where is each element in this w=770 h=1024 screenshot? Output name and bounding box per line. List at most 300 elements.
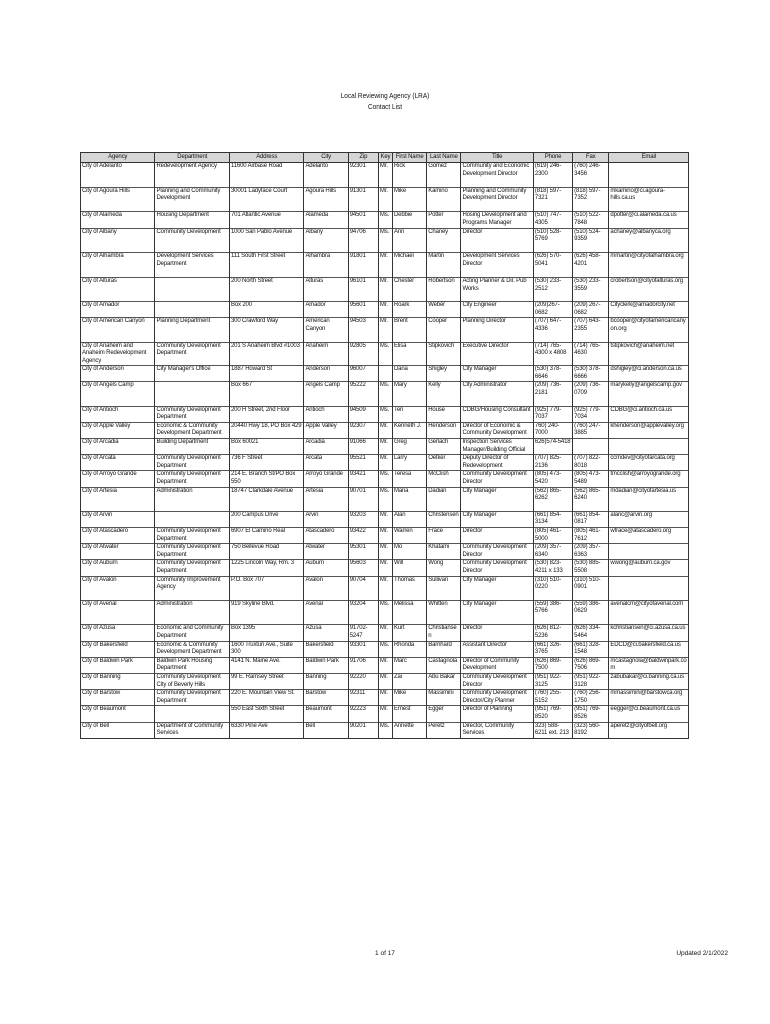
cell-last: Egger [427,706,461,722]
cell-agency: City of Arcadia [81,439,155,455]
cell-title: Community Development Director [461,673,533,689]
spacer-cell [348,269,378,278]
spacer-cell [229,203,303,212]
cell-address: Box 1395 [229,625,303,641]
spacer-cell [229,334,303,343]
cell-agency: City of Avenal [81,600,155,616]
cell-last: Potter [427,212,461,228]
spacer-cell [609,179,689,188]
spacer-row [81,203,689,212]
cell-city: Atwater [304,544,348,560]
cell-address: 18747 Clarkdale Avenue [229,487,303,503]
cell-department: Community Development [155,228,229,244]
cell-zip: 96101 [348,277,378,293]
cell-zip: 91702-5247 [348,625,378,641]
cell-phone: (510) 747-4305 [533,212,572,228]
spacer-cell [155,503,229,512]
col-header-city: City [304,153,348,163]
cell-title: Planning Director [461,318,533,334]
spacer-cell [609,203,689,212]
spacer-cell [304,203,348,212]
cell-first: Maria [393,487,427,503]
cell-title: Community Development Director/City Planner [461,690,533,706]
cell-department: Community Development Department [155,544,229,560]
cell-last: Shigley [427,366,461,382]
col-header-first-name: First Name [393,153,427,163]
cell-agency: City of Albany [81,228,155,244]
cell-fax: (530) 378-6666 [573,366,609,382]
spacer-cell [461,269,533,278]
cell-email: tmcclish@arroyogrande.org [609,471,689,487]
spacer-cell [609,503,689,512]
cell-agency: City of Banning [81,673,155,689]
cell-email: tstipkovich@anaheim.net [609,342,689,366]
cell-last: Dadian [427,487,461,503]
cell-department: Community Development Department [155,690,229,706]
cell-fax: (951) 769-8526 [573,706,609,722]
cell-phone: (619) 246-2300 [533,163,572,179]
spacer-cell [427,398,461,407]
cell-zip: 91706 [348,657,378,673]
cell-address: 6330 Pine Ave [229,722,303,738]
spacer-cell [378,179,392,188]
cell-agency: City of Arcata [81,455,155,471]
spacer-cell [573,592,609,601]
cell-agency: City of Baldwin Park [81,657,155,673]
spacer-cell [304,616,348,625]
cell-first: Rick [393,163,427,179]
spacer-cell [461,503,533,512]
spacer-cell [533,203,572,212]
cell-email: EDCD@ci.bakersfield.ca.us [609,641,689,657]
cell-key [378,366,392,382]
table-row [81,706,689,722]
cell-phone: (707) 825-2136 [533,455,572,471]
cell-key: Ms. [378,722,392,738]
cell-first: Debbie [393,212,427,228]
cell-city: Agoura Hills [304,187,348,203]
spacer-cell [427,592,461,601]
cell-title: Director of Economic & Community Development [461,422,533,438]
cell-phone: (714) 765-4300 x 4808 [533,342,572,366]
cell-zip: 93422 [348,527,378,543]
spacer-cell [393,503,427,512]
spacer-cell [378,203,392,212]
table-row [81,487,689,503]
cell-title: Acting Planner & Dir. Pub Works [461,277,533,293]
cell-department: Economic and Community Department [155,625,229,641]
spacer-cell [81,334,155,343]
spacer-cell [155,179,229,188]
cell-department [155,302,229,318]
cell-agency: City of Anderson [81,366,155,382]
cell-department: Development Services Department [155,253,229,269]
cell-key: Mr. [378,163,392,179]
cell-last: Gerlach [427,439,461,455]
spacer-cell [229,592,303,601]
cell-email: dshigley@ci.anderson.ca.us [609,366,689,382]
cell-city: Amador [304,302,348,318]
cell-department [155,382,229,398]
cell-first: Michael [393,253,427,269]
cell-agency: City of Alhambra [81,253,155,269]
cell-last: Barnhard [427,641,461,657]
cell-first: Chester [393,277,427,293]
cell-key: Mr. [378,673,392,689]
col-header-agency: Agency [81,153,155,163]
contact-table-wrapper [80,152,689,739]
col-header-zip: Zip [348,153,378,163]
cell-zip: 95301 [348,544,378,560]
cell-first: Rhonda [393,641,427,657]
cell-fax: (626) 458-4201 [573,253,609,269]
cell-agency: City of Antioch [81,406,155,422]
spacer-cell [533,179,572,188]
cell-fax: (760) 247-3885 [573,422,609,438]
cell-address: 1225 Lincoln Way, Rm. 3 [229,560,303,576]
spacer-cell [573,269,609,278]
cell-zip: 93421 [348,471,378,487]
spacer-cell [229,503,303,512]
cell-agency: City of Auburn [81,560,155,576]
cell-fax: (760) 246-3456 [573,163,609,179]
cell-title: Director, Community Services [461,722,533,738]
cell-city: Alameda [304,212,348,228]
cell-department: Community Development City of Beverly Hills [155,673,229,689]
cell-title: Community and Economic Development Director [461,163,533,179]
cell-title: Director of Planning [461,706,533,722]
spacer-cell [393,179,427,188]
cell-address: 6907 El Camino Real [229,527,303,543]
cell-address: 1000 San Pablo Avenue [229,228,303,244]
table-row [81,455,689,471]
spacer-cell [378,503,392,512]
cell-first: Roark [393,302,427,318]
table-row [81,302,689,318]
spacer-cell [348,244,378,253]
spacer-cell [393,244,427,253]
cell-city: Avalon [304,576,348,592]
spacer-cell [378,244,392,253]
cell-department: City Manager's Office [155,366,229,382]
cell-department: Planning and Community Development [155,187,229,203]
spacer-row [81,179,689,188]
cell-key: Mr. [378,187,392,203]
cell-address: 201 S Anaheim Blvd #1003 [229,342,303,366]
cell-first: Zai [393,673,427,689]
cell-fax: (209) 357-6363 [573,544,609,560]
col-header-fax: Fax [573,153,609,163]
cell-fax: (559) 386-0629 [573,600,609,616]
cell-phone: (510) 528-5769 [533,228,572,244]
spacer-cell [229,616,303,625]
cell-title: Development Services Director [461,253,533,269]
spacer-cell [427,203,461,212]
spacer-cell [348,203,378,212]
cell-last: Castagnola [427,657,461,673]
cell-city: Alturas [304,277,348,293]
cell-city: Banning [304,673,348,689]
spacer-cell [155,244,229,253]
spacer-cell [609,269,689,278]
spacer-row [81,293,689,302]
cell-phone: (661) 326-3765 [533,641,572,657]
cell-last: Whitten [427,600,461,616]
spacer-cell [304,334,348,343]
cell-email: ccmdev@cityofarcata.org [609,455,689,471]
spacer-cell [229,293,303,302]
table-row [81,439,689,455]
spacer-cell [427,244,461,253]
cell-phone: (626) 869-7500 [533,657,572,673]
cell-fax: (818) 597-7352 [573,187,609,203]
cell-zip: 90201 [348,722,378,738]
cell-phone: (805) 473-5420 [533,471,572,487]
cell-city: Alhambra [304,253,348,269]
cell-key: Ms. [378,228,392,244]
cell-key: Ms. [378,406,392,422]
spacer-cell [229,269,303,278]
cell-first: Warren [393,527,427,543]
cell-agency: City of Alturas [81,277,155,293]
cell-address: 750 Bellevue Road [229,544,303,560]
cell-address: 220 E. Mountain View St. [229,690,303,706]
cell-address: Box 60021 [229,439,303,455]
spacer-cell [393,616,427,625]
cell-phone: (661) 854-3134 [533,511,572,527]
cell-email: zabubakar@ci.banning.ca.us [609,673,689,689]
cell-title: Executive Director [461,342,533,366]
cell-zip: 95603 [348,560,378,576]
cell-key: Ms. [378,342,392,366]
cell-city: Arcadia [304,439,348,455]
spacer-cell [573,293,609,302]
spacer-row [81,592,689,601]
spacer-cell [609,398,689,407]
spacer-cell [378,616,392,625]
cell-first: Thomas [393,576,427,592]
cell-last: Abu Bakar [427,673,461,689]
cell-city: Bell [304,722,348,738]
cell-title: Community Development Director [461,471,533,487]
cell-address: 111 South First Street [229,253,303,269]
cell-email: achaney@albanyca.org [609,228,689,244]
cell-phone: (925) 779-7037 [533,406,572,422]
cell-email: mkamino@ci.agoura-hills.ca.us [609,187,689,203]
cell-agency: City of Beaumont [81,706,155,722]
cell-city: Arvin [304,511,348,527]
cell-address: 214 E. Branch St/PO Box 550 [229,471,303,487]
table-row [81,722,689,738]
table-row [81,544,689,560]
table-row [81,406,689,422]
spacer-cell [348,293,378,302]
cell-address: 11600 Airbase Road [229,163,303,179]
cell-city: Barstow [304,690,348,706]
cell-title: City Manager [461,600,533,616]
cell-city: Arroyo Grande [304,471,348,487]
cell-email: mmartin@cityofalhambra.org [609,253,689,269]
cell-address: 200 North Street [229,277,303,293]
spacer-cell [304,503,348,512]
cell-key: Ms. [378,212,392,228]
cell-key: Mr. [378,439,392,455]
cell-fax: (310) 510-0901 [573,576,609,592]
cell-phone: (818) 597-7321 [533,187,572,203]
spacer-cell [378,269,392,278]
spacer-cell [81,203,155,212]
cell-title: CDBG/Housing Consultant [461,406,533,422]
cell-key: Ms. [378,487,392,503]
cell-department: Housing Department [155,212,229,228]
cell-city: Albany [304,228,348,244]
cell-phone: (626) 570-5041 [533,253,572,269]
cell-email: kchristiansen@ci.azusa.ca.us [609,625,689,641]
cell-title: Deputy Director of Redevelopment [461,455,533,471]
cell-fax: (530) 233-3559 [573,277,609,293]
cell-key: Mr. [378,657,392,673]
cell-zip: 94706 [348,228,378,244]
cell-zip: 93301 [348,641,378,657]
cell-zip: 92301 [348,163,378,179]
cell-key: Mr. [378,277,392,293]
cell-department: Administration [155,487,229,503]
cell-last: Henderson [427,422,461,438]
cell-email: wwong@auburn.ca.gov [609,560,689,576]
spacer-cell [461,203,533,212]
spacer-cell [533,293,572,302]
cell-fax: (626) 334-5464 [573,625,609,641]
spacer-cell [393,334,427,343]
cell-address: Box 200 [229,302,303,318]
table-body [81,163,689,739]
col-header-last-name: Last Name [427,153,461,163]
cell-fax: (323) 560-8192 [573,722,609,738]
spacer-cell [461,592,533,601]
spacer-cell [348,334,378,343]
cell-phone: (562) 865-6262 [533,487,572,503]
cell-first: Greg [393,439,427,455]
cell-zip: 93203 [348,511,378,527]
cell-key: Mr. [378,560,392,576]
cell-title: Assistant Director [461,641,533,657]
cell-title: City Engineer [461,302,533,318]
cell-fax: (925) 779-7034 [573,406,609,422]
cell-agency: City of Bakersfield [81,641,155,657]
cell-last: Peretz [427,722,461,738]
spacer-cell [81,503,155,512]
header-row [81,153,689,163]
cell-key: Mr. [378,455,392,471]
cell-phone: (951) 922-3125 [533,673,572,689]
cell-address: 300 Crawford Way [229,318,303,334]
cell-agency: City of Amador [81,302,155,318]
cell-email: mmassimini@barstowca.org [609,690,689,706]
cell-last: Robertson [427,277,461,293]
table-row [81,342,689,366]
cell-zip: 93204 [348,600,378,616]
spacer-cell [461,244,533,253]
cell-phone: (209)267-0682 [533,302,572,318]
cell-key: Mr. [378,527,392,543]
cell-department: Department of Community Services [155,722,229,738]
cell-agency: City of Atascadero [81,527,155,543]
cell-first: Brent [393,318,427,334]
spacer-cell [155,269,229,278]
cell-agency: City of Azusa [81,625,155,641]
spacer-cell [378,293,392,302]
cell-city: American Canyon [304,318,348,334]
table-row [81,253,689,269]
cell-email: dpotter@ci.alameda.ca.us [609,212,689,228]
title-line-2: Contact List [367,101,403,111]
cell-agency: City of Apple Valley [81,422,155,438]
spacer-cell [304,592,348,601]
cell-email: wfrace@atascadero.org [609,527,689,543]
table-row [81,527,689,543]
cell-title: Community Development Director [461,544,533,560]
table-row [81,382,689,398]
cell-email: mcastagnola@baldwinpark.com [609,657,689,673]
cell-phone: (559) 386-5766 [533,600,572,616]
cell-key: Ms. [378,471,392,487]
cell-first: Marc [393,657,427,673]
spacer-cell [533,616,572,625]
updated-date: Updated 2/1/2022 [676,950,728,957]
spacer-cell [378,592,392,601]
cell-fax [573,439,609,455]
cell-city: Apple Valley [304,422,348,438]
cell-zip: 92311 [348,690,378,706]
cell-email: khenderson@applevalley.org [609,422,689,438]
cell-email: aperetz@cityofbell.org [609,722,689,738]
cell-address: 4141 N. Maine Ave. [229,657,303,673]
cell-email: marykelly@angelscamp.gov [609,382,689,398]
spacer-cell [348,179,378,188]
cell-last: Christiansen [427,625,461,641]
spacer-cell [155,592,229,601]
cell-fax: (661) 328-1548 [573,641,609,657]
spacer-cell [155,203,229,212]
cell-agency: City of Anaheim and Anaheim Redevelopment Agency [81,342,155,366]
cell-address: P.O. Box 707 [229,576,303,592]
cell-department: Building Department [155,439,229,455]
cell-department: Community Development Department [155,406,229,422]
cell-city: Azusa [304,625,348,641]
spacer-row [81,398,689,407]
cell-email: bcooper@cityofamericancanyon.org [609,318,689,334]
cell-last: Frace [427,527,461,543]
cell-department: Redevelopment Agency [155,163,229,179]
table-row [81,318,689,334]
cell-zip: 94503 [348,318,378,334]
spacer-cell [461,616,533,625]
cell-phone: (951) 769-8520 [533,706,572,722]
cell-department: Community Improvement Agency [155,576,229,592]
cell-email: mdadian@cityofartesia.us [609,487,689,503]
cell-key: Ms. [378,600,392,616]
cell-agency: City of Avalon [81,576,155,592]
table-row [81,511,689,527]
cell-department [155,706,229,722]
spacer-cell [393,398,427,407]
spacer-cell [304,398,348,407]
spacer-cell [348,503,378,512]
cell-city: Angels Camp [304,382,348,398]
cell-key: Mr. [378,253,392,269]
cell-zip: 95222 [348,382,378,398]
spacer-cell [81,592,155,601]
